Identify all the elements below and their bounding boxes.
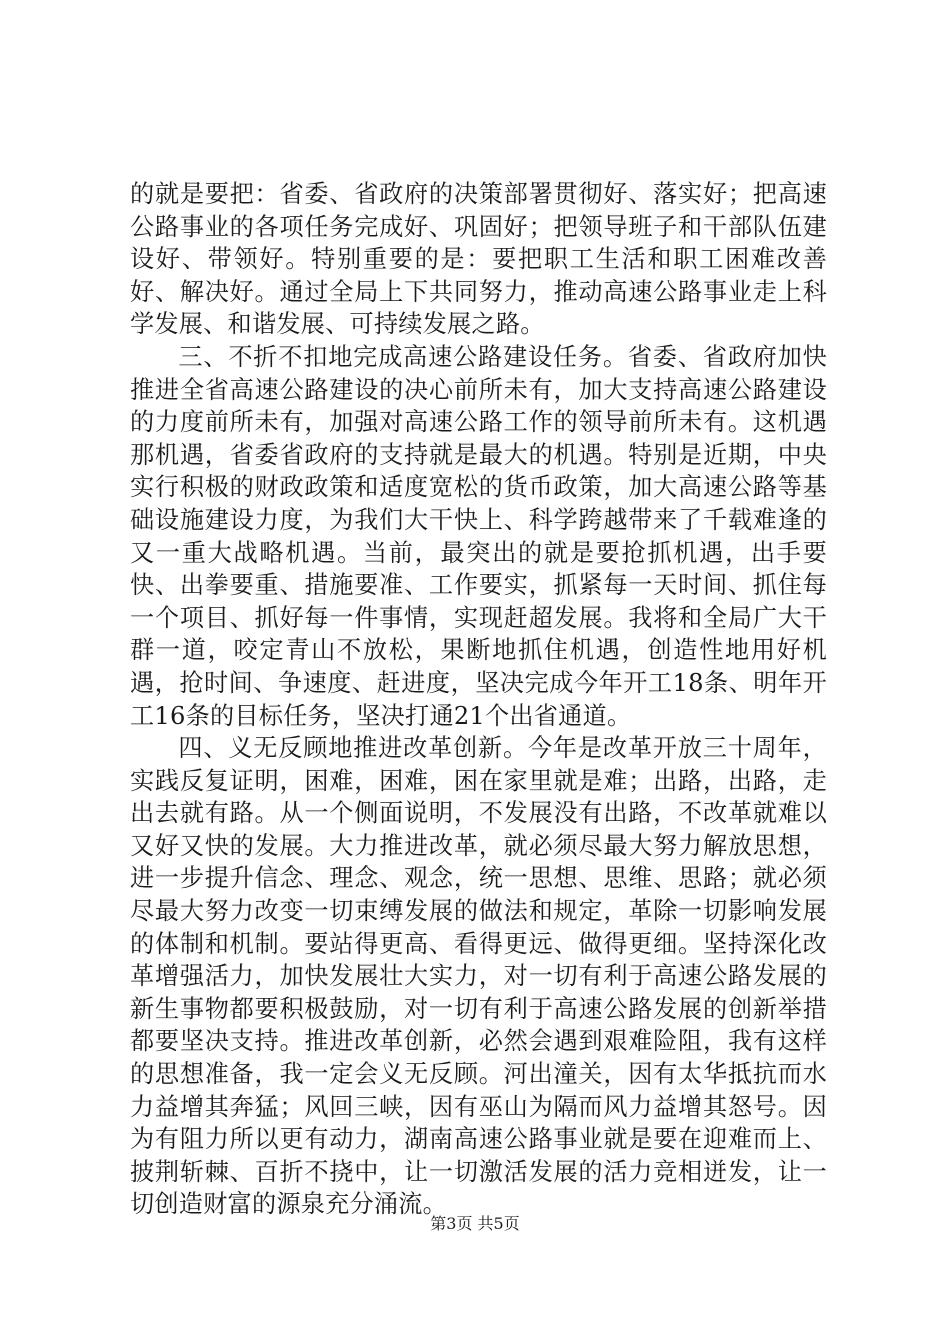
page-number-footer: 第3页 共5页 (430, 1214, 520, 1233)
document-body (130, 178, 827, 1221)
paragraph-section-three: 三、不折不扣地完成高速公路建设任务。省委、省政府加快推进全省高速公路建设的决心前所未有，加大支持高速公路建设的力度前所未有，加强对高速公路工作的领导前所未有。这机遇那机遇，省委省政府的支持就是最大的机遇。特别是近期，中央实行积极的财政政策和适度宽松的货币政策，加大高速公路等基础设施建设力度，为我们大干快上、科学跨越带来了千载难逢的又一重大战略机遇。当前，最突出的就是要抢抓机遇，出手要快、出拳要重、措施要准、工作要实，抓紧每一天时间、抓住每一个项目、抓好每一件事情，实现赶超发展。我将和全局广大干群一道，咬定青山不放松，果断地抓住机遇，创造性地用好机遇，抢时间、争速度、赶进度，坚决完成今年开工18条、明年开工16条的目标任务，坚决打通21个出省通道。 (130, 342, 827, 730)
paragraph-section-four: 四、义无反顾地推进改革创新。今年是改革开放三十周年，实践反复证明，困难，困难，困在家里就是难；出路，出路，走出去就有路。从一个侧面说明，不发展没有出路，不改革就难以又好又快的发展。大力推进改革，就必须尽最大努力解放思想，进一步提升信念、理念、观念，统一思想、思维、思路；就必须尽最大努力改变一切束缚发展的做法和规定，革除一切影响发展的体制和机制。要站得更高、看得更远、做得更细。坚持深化改革增强活力，加快发展壮大实力，对一切有利于高速公路发展的新生事物都要积极鼓励，对一切有利于高速公路发展的创新举措都要坚决支持。推进改革创新，必然会遇到艰难险阻，我有这样的思想准备，我一定会义无反顾。河出潼关，因有太华抵抗而水力益增其奔猛；风回三峡，因有巫山为隔而风力益增其怒号。因为有阻力所以更有动力，湖南高速公路事业就是要在迎难而上、披荆斩棘、百折不挠中，让一切激活发展的活力竞相迸发，让一切创造财富的源泉充分涌流。 (130, 734, 827, 1219)
paragraph-continuation: 的就是要把：省委、省政府的决策部署贯彻好、落实好；把高速公路事业的各项任务完成好、巩固好；把领导班子和干部队伍建设好、带领好。特别重要的是：要把职工生活和职工困难改善好、解决好。通过全局上下共同努力，推动高速公路事业走上科学发展、和谐发展、可持续发展之路。 (130, 180, 827, 339)
